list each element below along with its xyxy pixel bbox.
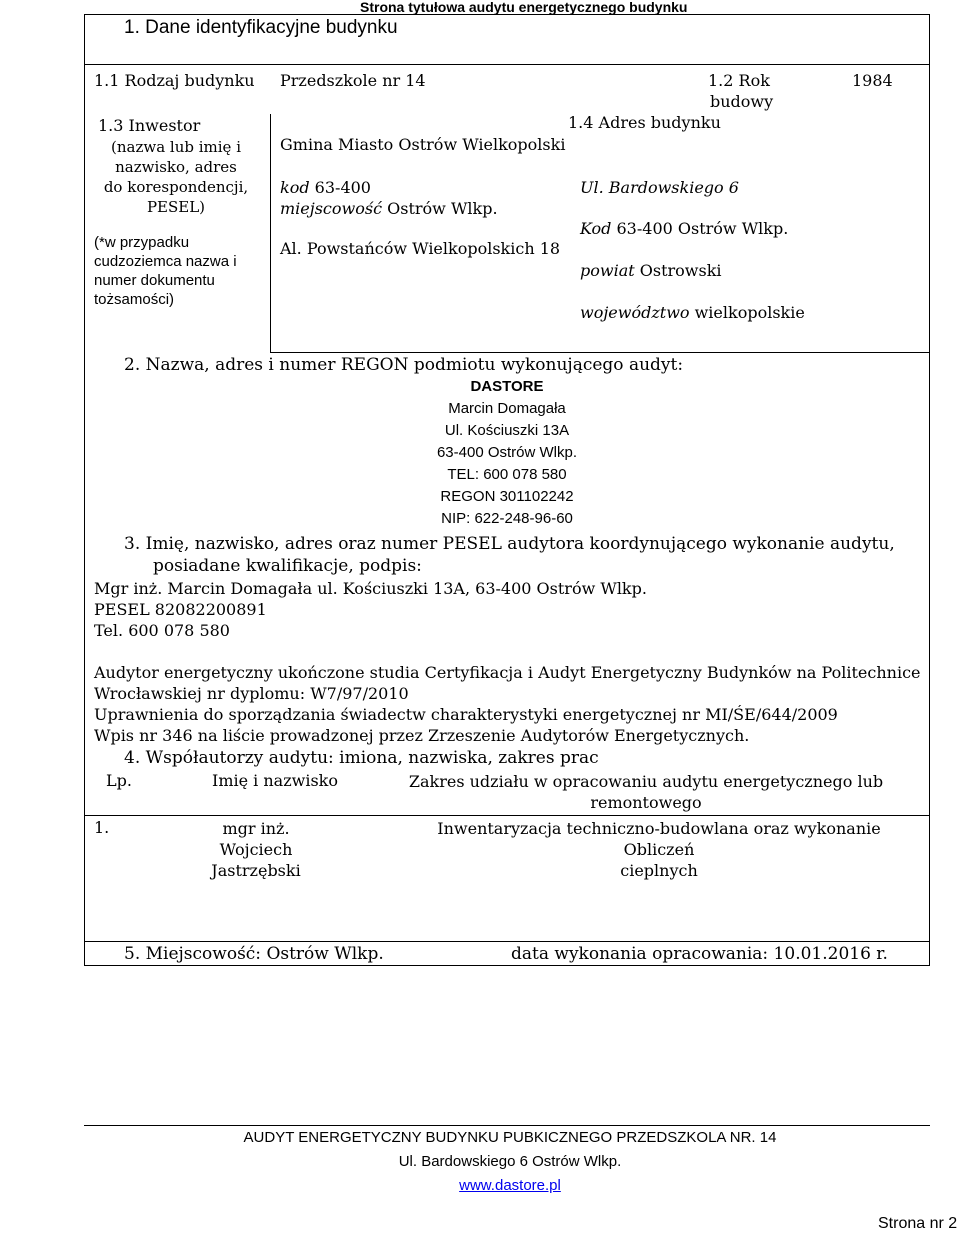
address-postal-value: 63-400 Ostrów Wlkp. [616,219,789,238]
table-bottom-border [84,965,930,966]
qualification-line: Uprawnienia do sporządzania świadectw charakterystyki energetycznej nr MI/ŚE/644/2009 [94,705,838,724]
address-postal-label: Kod [580,219,612,238]
row-scope-line1: Inwentaryzacja techniczno-budowlana oraz wykonanie Obliczeń [437,819,881,859]
coauthors-body-bottom-border [84,941,930,942]
build-year-label-line2: budowy [710,91,774,111]
qualification-line: Audytor energetyczny ukończone studia Certyfikacja i Audyt Energetyczny Budynków na Politechnice [94,663,921,682]
section3-heading-line2: posiadane kwalifikacje, podpis: [153,556,422,576]
voivodeship-value: wielkopolskie [694,303,805,322]
investor-description [88,137,264,217]
table-row [0,818,960,938]
footer-address: Ul. Bardowskiego 6 Ostrów Wlkp. [398,1153,622,1170]
qualification-line: Wpis nr 346 na liście prowadzonej przez Zrzeszenie Audytorów Energetycznych. [94,726,750,745]
investor-postal [280,177,498,219]
row-scope-line2: cieplnych [620,861,698,880]
postal-code-label: kod [280,178,310,197]
address-label: 1.4 Adres budynku [568,113,721,132]
footer-website-link[interactable]: www.dastore.pl [459,1177,561,1194]
row-name-line1: mgr inż. Wojciech [219,819,293,859]
investor-street: Al. Powstańców Wielkopolskich 18 [280,239,561,258]
investor-label: 1.3 Inwestor [98,116,201,135]
investor-desc-line: nazwisko, adres [115,158,237,176]
footer-title: AUDYT ENERGETYCZNY BUDYNKU PUBKICZNEGO PRZEDSZKOLA NR. 14 [243,1129,777,1146]
row-name [186,818,326,881]
company-line: TEL: 600 078 580 [447,466,567,483]
company-line: 63-400 Ostrów Wlkp. [436,444,578,461]
build-year-label [708,71,773,113]
building-type-label: 1.1 Rodzaj budynku [94,71,255,90]
company-line: Ul. Kościuszki 13A [444,422,570,439]
section3-heading [124,533,895,577]
auditor-line: PESEL 82082200891 [94,600,267,619]
qualification-line: Wrocławskiej nr dyplomu: W7/97/2010 [94,684,409,703]
page-number: Strona nr 2 [878,1215,958,1232]
place-line: 5. Miejscowość: Ostrów Wlkp. [124,944,384,964]
address-voivodeship [580,303,805,324]
investor-foreigner-note [94,233,237,309]
date-line: data wykonania opracowania: 10.01.2016 r. [511,944,888,964]
section1-bottom-border [270,352,930,353]
col-header-scope-line1: Zakres udziału w opracowaniu audytu energetycznego lub [408,772,884,791]
table-top-border [84,14,930,15]
auditor-qualifications [94,662,921,746]
voivodeship-label: województwo [580,303,690,322]
heading1-bottom-border [84,64,930,65]
inwestor-divider [270,114,271,352]
auditor-line: Tel. 600 078 580 [94,621,230,640]
row-lp: 1. [94,818,110,837]
building-type-value: Przedszkole nr 14 [280,71,426,90]
company-line: NIP: 622-248-96-60 [441,510,573,527]
col-header-scope [400,771,892,813]
investor-desc-line: PESEL) [146,198,206,216]
row-name-line2: Jastrzębski [211,861,301,880]
city-value: Ostrów Wlkp. [387,199,498,218]
auditor-details [94,578,647,641]
note-line: numer dokumentu [94,272,215,289]
address-postal [580,219,788,240]
col-header-name: Imię i nazwisko [212,771,338,790]
note-line: cudzoziemca nazwa i [94,253,237,270]
investor-name: Gmina Miasto Ostrów Wielkopolski [280,135,566,154]
company-line: REGON 301102242 [440,488,574,505]
investor-desc-line: (nazwa lub imię i [111,138,241,156]
section2-heading: 2. Nazwa, adres i numer REGON podmiotu wykonującego audyt: [124,355,684,375]
section4-heading: 4. Współautorzy audytu: imiona, nazwiska, zakres prac [124,748,599,768]
note-line: tożsamości) [94,291,175,308]
build-year-value: 1984 [852,71,893,90]
company-line: Marcin Domagała [448,400,566,417]
auditor-line: Mgr inż. Marcin Domagała ul. Kościuszki 13A, 63-400 Ostrów Wlkp. [94,579,647,598]
county-label: powiat [580,261,635,280]
city-label: miejscowość [280,199,383,218]
footer-block [180,1126,840,1198]
section1-heading: 1. Dane identyfikacyjne budynku [124,17,398,38]
page-header-title: Strona tytułowa audytu energetycznego budynku [360,0,688,15]
company-name: DASTORE [470,378,544,395]
section3-heading-line1: 3. Imię, nazwisko, adres oraz numer PESEL audytora koordynującego wykonanie audytu, [124,534,895,554]
county-value: Ostrowski [639,261,722,280]
row-scope [400,818,918,881]
col-header-scope-line2: remontowego [590,793,702,812]
auditor-company-block [357,376,657,530]
coauthors-header-bottom-border [84,815,930,816]
address-county [580,261,722,282]
note-line: (*w przypadku [94,234,190,251]
build-year-label-line1: 1.2 Rok [708,71,770,90]
col-header-lp: Lp. [106,771,132,790]
postal-code-value: 63-400 [314,178,371,197]
investor-desc-line: do korespondencji, [103,178,249,196]
address-street: Ul. Bardowskiego 6 [580,178,739,197]
